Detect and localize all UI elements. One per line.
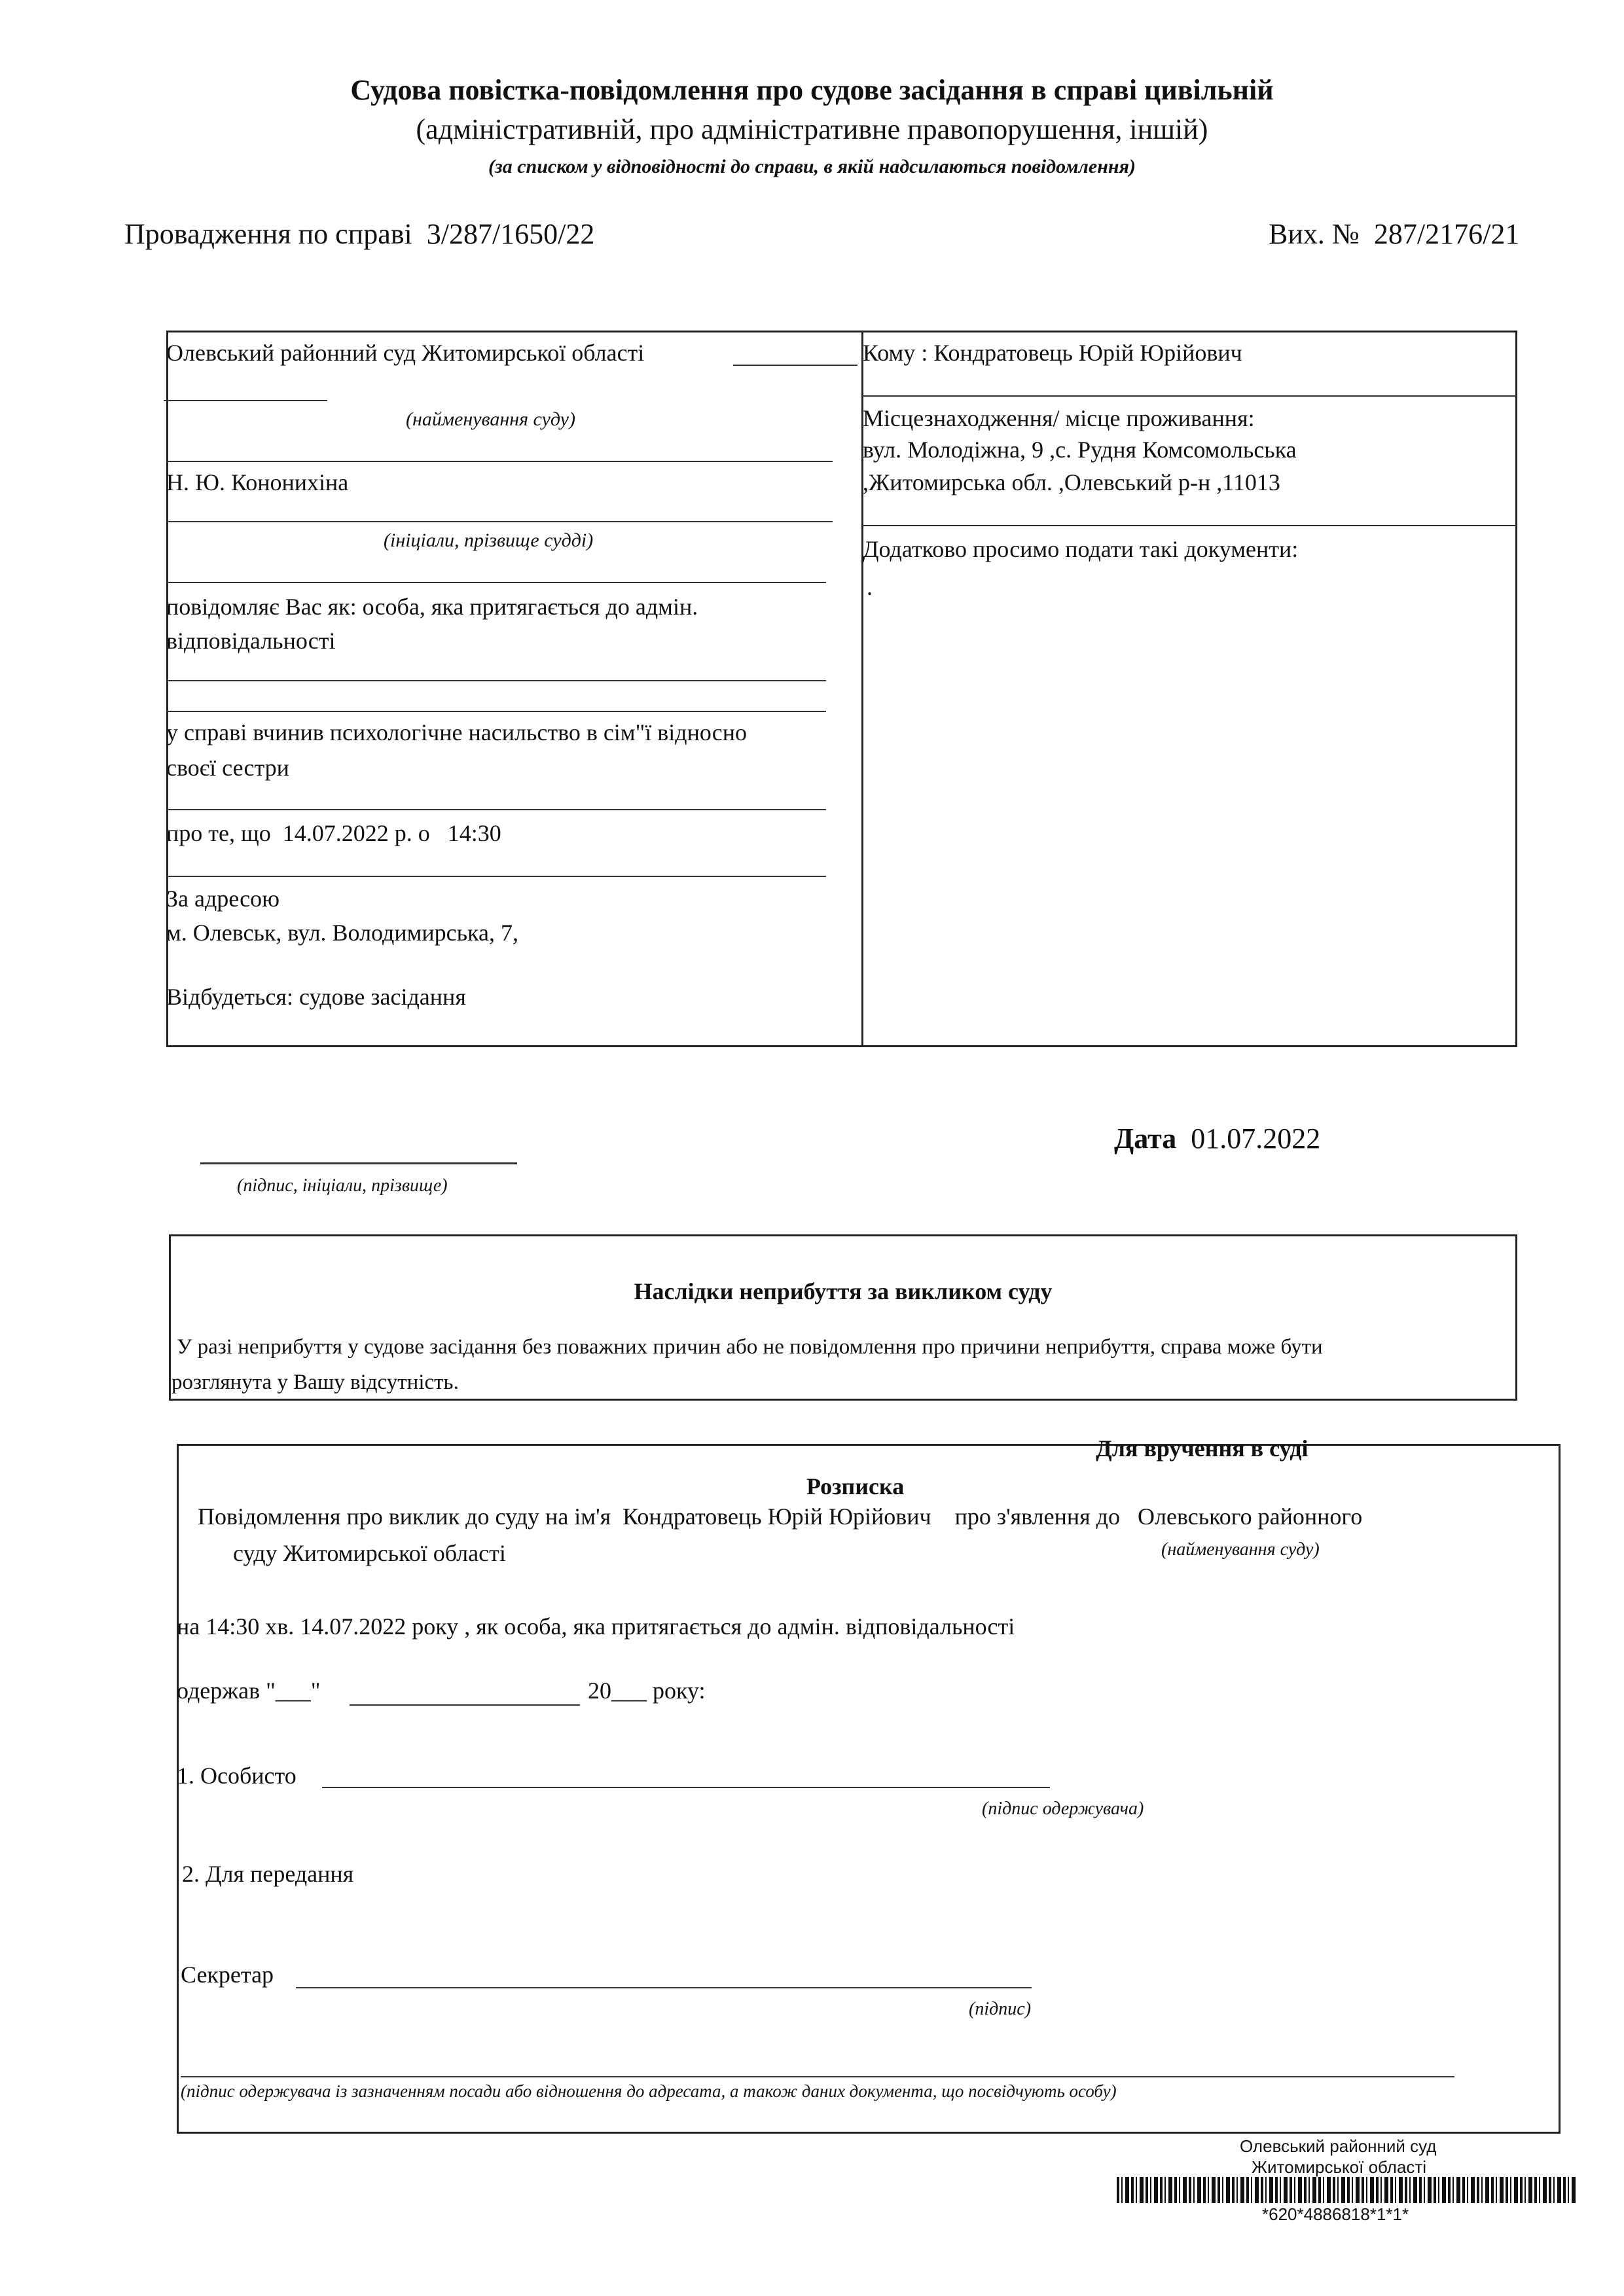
date-label: Дата	[1114, 1122, 1177, 1155]
barcode	[1117, 2177, 1578, 2203]
signature-caption: (підпис, ініціали, прізвище)	[237, 1175, 448, 1196]
consequences-line-2: розглянута у Вашу відсутність.	[171, 1371, 459, 1394]
date-value: 01.07.2022	[1191, 1122, 1321, 1155]
footer-caption: (підпис одержувача із зазначенням посади або відношення до адресата, а також даних документа, що посвідчують особу)	[181, 2081, 1117, 2101]
case-reference	[124, 217, 594, 251]
notify-line-1: повідомляє Вас як: особа, яка притягається до адмін.	[166, 594, 698, 620]
document-title: Судова повістка-повідомлення про судове засідання в справі цивільній	[350, 74, 1274, 106]
outgoing-label: Вих. №	[1269, 218, 1360, 250]
issue-date	[1114, 1122, 1320, 1155]
hearing-when	[166, 819, 501, 847]
documents-label: Додатково просимо подати такі документи:	[863, 536, 1299, 562]
for-court-label: Для вручення в суді	[1096, 1435, 1308, 1462]
received-date-line	[350, 1704, 580, 1706]
court-stamp-line-1: Олевський районний суд	[1240, 2136, 1437, 2156]
case-label: Провадження по справі	[124, 218, 412, 250]
judge-name: Н. Ю. Кононихіна	[166, 469, 349, 495]
case-number: 3/287/1650/22	[426, 218, 595, 250]
signature-line	[200, 1162, 517, 1164]
case-line-2: своєї сестри	[166, 755, 289, 781]
receipt-court-caption: (найменування суду)	[1161, 1539, 1320, 1560]
receipt-recipient-name: Кондратовець Юрій Юрійович	[623, 1503, 931, 1530]
consequences-title: Наслідки неприбуття за викликом суду	[634, 1278, 1053, 1304]
received-date-end: 20___ року:	[588, 1677, 706, 1704]
barcode-code: *620*4886818*1*1*	[1262, 2204, 1409, 2224]
recipient-signature-caption: (підпис одержувача)	[982, 1799, 1144, 1819]
hearing-event: Відбудеться: судове засідання	[166, 984, 466, 1010]
hearing-address: м. Олевськ, вул. Володимирська, 7,	[166, 920, 518, 946]
secretary-line	[296, 1987, 1032, 1988]
case-line-1: у справі вчинив психологічне насильство в сім"ї відносно	[166, 719, 748, 745]
receipt-line-2: суду Житомирської області	[233, 1540, 506, 1566]
outgoing-reference	[1269, 217, 1519, 251]
secretary-label: Секретар	[181, 1962, 274, 1988]
receipt-line-1	[198, 1503, 1362, 1530]
receipt-title: Розписка	[806, 1473, 905, 1499]
when-date: 14.07.2022 р. о	[282, 820, 430, 846]
document-note: (за списком у відповідності до справи, в якій надсилаються повідомлення)	[488, 156, 1136, 177]
judge-caption: (ініціали, прізвище судді)	[384, 529, 594, 551]
notify-line-2: відповідальності	[166, 628, 336, 654]
location-line-2: ,Житомирська обл. ,Олевський р-н ,11013	[863, 469, 1280, 495]
court-name: Олевський районний суд Житомирської області	[166, 340, 645, 366]
address-label: За адресою	[166, 886, 280, 912]
personally-line	[322, 1787, 1050, 1788]
receipt-court: Олевського районного	[1138, 1503, 1363, 1530]
court-stamp-line-2: Житомирської області	[1252, 2157, 1427, 2177]
outgoing-number: 287/2176/21	[1373, 218, 1520, 250]
location-label: Місцезнаходження/ місце проживання:	[863, 405, 1255, 431]
court-caption: (найменування суду)	[406, 408, 575, 430]
recipient-name: Кому : Кондратовець Юрій Юрійович	[863, 340, 1242, 366]
documents-value: .	[867, 574, 873, 600]
when-time: 14:30	[447, 820, 501, 846]
footer-line	[181, 2076, 1454, 2077]
personally-label: 1. Особисто	[177, 1763, 297, 1789]
receipt-time-line: на 14:30 хв. 14.07.2022 року , як особа, яка притягається до адмін. відповідальності	[177, 1613, 1015, 1640]
received-date-start: одержав "___"	[177, 1677, 321, 1704]
receipt-line-1-a: Повідомлення про виклик до суду на ім'я	[198, 1503, 611, 1530]
consequences-line-1: У разі неприбуття у судове засідання без поважних причин або не повідомлення про причини неприбуття, справа може бути	[177, 1335, 1323, 1359]
receipt-line-1-b: про з'явлення до	[954, 1503, 1120, 1530]
document-subtitle: (адміністративній, про адміністративне правопорушення, іншій)	[416, 113, 1208, 145]
transfer-label: 2. Для передання	[182, 1861, 354, 1887]
when-label: про те, що	[166, 820, 271, 846]
secretary-signature-caption: (підпис)	[969, 1999, 1032, 2019]
location-line-1: вул. Молодіжна, 9 ,с. Рудня Комсомольська	[863, 437, 1297, 463]
